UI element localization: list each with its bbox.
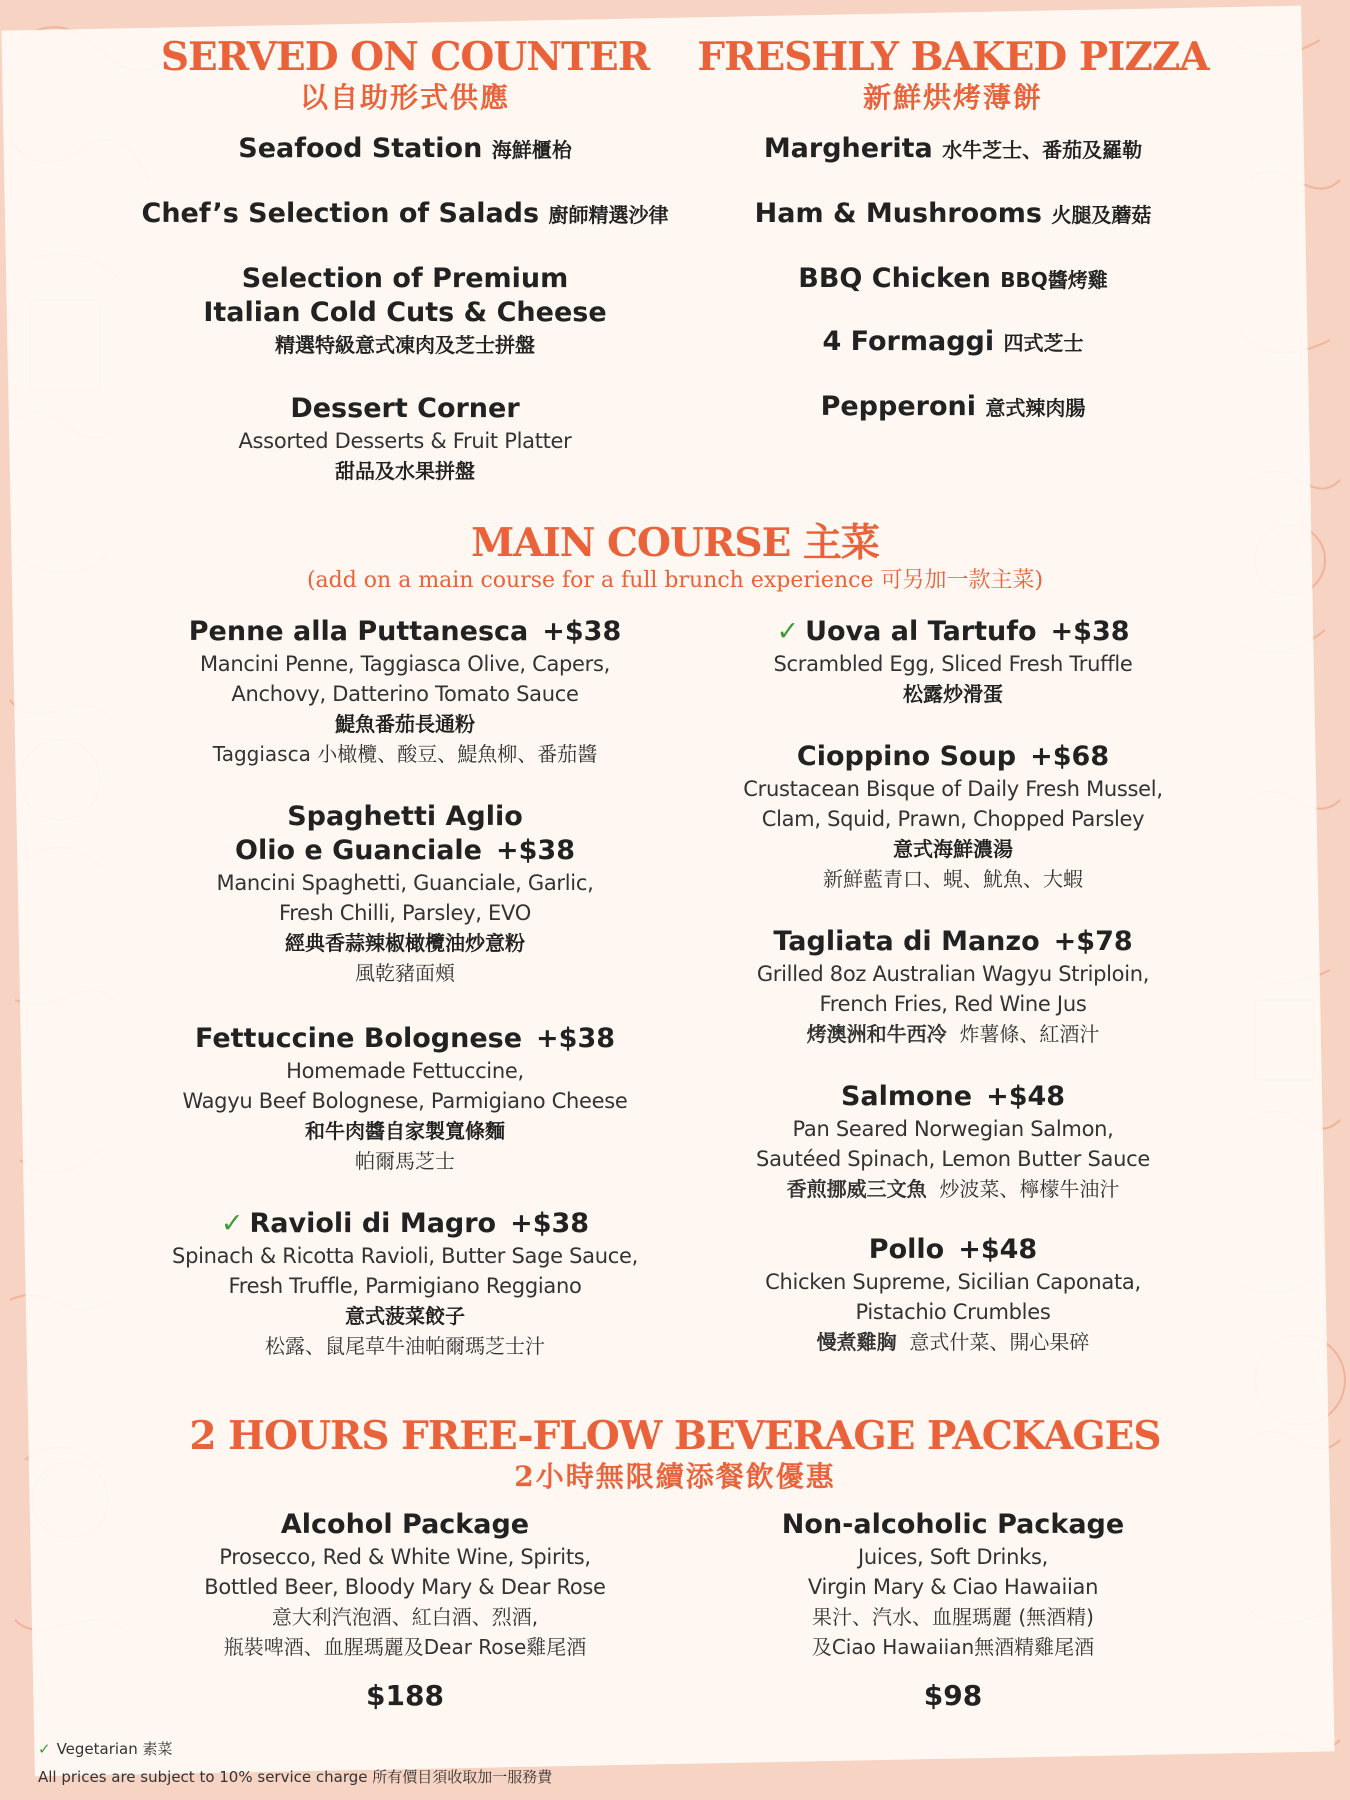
item-name: Olio e Guanciale [235,835,482,866]
item-price: +$38 [510,1208,590,1239]
pizza-section [658,34,1248,116]
non-alcohol-package [658,1508,1248,1714]
pizza-item [658,197,1248,232]
main-course-section [130,520,1220,596]
item-name-zh: 經典香蒜辣椒橄欖油炒意粉 [285,931,525,955]
item-name-zh: 海鮮櫃枱 [491,138,572,162]
item-desc: Mancini Penne, Taggiasca Olive, Capers, [199,652,611,676]
item-price: +$38 [542,616,622,647]
service-charge-note: All prices are subject to 10% service charge 所有價目須收取加一服務費 [38,1768,553,1786]
counter-section [115,34,695,116]
package-desc-zh: 及Ciao Hawaiian無酒精雞尾酒 [811,1635,1095,1659]
package-desc: Virgin Mary & Ciao Hawaiian [807,1575,1099,1599]
item-name: Spaghetti Aglio [287,801,523,832]
item-desc-zh: 炒波菜、檸檬牛油汁 [939,1177,1120,1201]
item-desc: French Fries, Red Wine Jus [819,992,1087,1016]
main-title: MAIN COURSE [471,520,791,566]
item-name-zh: 四式芝士 [1003,331,1084,355]
vegetarian-label: Vegetarian 素菜 [56,1740,173,1758]
item-name-zh: 香煎挪威三文魚 [786,1177,927,1201]
counter-title-zh: 以自助形式供應 [299,81,510,114]
main-item [658,1233,1248,1357]
package-name: Alcohol Package [280,1509,530,1540]
item-name: Ravioli di Magro [249,1208,497,1239]
item-desc-zh: Taggiasca 小橄欖、酸豆、鯷魚柳、番茄醬 [212,742,598,766]
item-desc: Wagyu Beef Bolognese, Parmigiano Cheese [182,1089,628,1113]
item-desc: Fresh Chilli, Parsley, EVO [279,901,531,925]
item-name: Fettuccine Bolognese [194,1023,523,1054]
item-desc: Fresh Truffle, Parmigiano Reggiano [228,1274,582,1298]
item-name-zh: 意式菠菜餃子 [345,1304,465,1328]
main-item [115,1207,695,1361]
item-name: 4 Formaggi [822,326,995,357]
item-name: Chef’s Selection of Salads [141,198,540,229]
item-name-zh: 精選特級意式凍肉及芝士拼盤 [275,333,535,357]
item-desc: Anchovy, Datterino Tomato Sauce [231,682,579,706]
item-price: +$38 [496,835,575,866]
item-desc: Pan Seared Norwegian Salmon, [792,1117,1114,1141]
main-item [658,1080,1248,1204]
item-desc: Scrambled Egg, Sliced Fresh Truffle [773,652,1133,676]
vegetarian-leaf-icon: ✓ [38,1740,51,1758]
package-desc-zh: 瓶裝啤酒、血腥瑪麗及Dear Rose雞尾酒 [223,1635,587,1659]
item-desc-zh: 松露、鼠尾草牛油帕爾瑪芝士汁 [265,1334,545,1358]
item-desc: Assorted Desserts & Fruit Platter [238,429,572,453]
item-name: Cioppino Soup [796,741,1017,772]
item-name-zh: 烤澳洲和牛西冷 [806,1022,947,1046]
item-name: Margherita [763,133,933,164]
item-name-zh: 廚師精選沙律 [548,203,669,227]
main-item [658,615,1248,709]
beverage-section [130,1413,1220,1495]
main-item [115,1022,695,1176]
item-name: Pollo [868,1234,945,1265]
item-name-zh: 意式海鮮濃湯 [893,837,1013,861]
pizza-item [658,390,1248,425]
item-desc: Clam, Squid, Prawn, Chopped Parsley [761,807,1145,831]
counter-item [115,132,695,167]
item-desc: Pistachio Crumbles [855,1300,1051,1324]
item-name: Uova al Tartufo [805,616,1037,647]
pizza-item [658,325,1248,360]
item-price: +$68 [1030,741,1110,772]
item-price: +$38 [1050,616,1130,647]
item-name: Ham & Mushrooms [754,198,1042,229]
item-price: +$38 [536,1023,616,1054]
package-desc: Bottled Beer, Bloody Mary & Dear Rose [204,1575,606,1599]
item-desc-zh: 炸薯條、紅酒汁 [959,1022,1100,1046]
pizza-title-zh: 新鮮烘烤薄餅 [862,81,1043,114]
item-name: Penne alla Puttanesca [188,616,529,647]
package-name: Non-alcoholic Package [781,1509,1125,1540]
alcohol-package [115,1508,695,1714]
pizza-title: FRESHLY BAKED PIZZA [697,34,1209,80]
item-name-zh: 松露炒滑蛋 [903,682,1003,706]
beverage-title-zh: 2小時無限續添餐飲優惠 [514,1460,836,1493]
main-subtitle: (add on a main course for a full brunch experience 可另加一款主菜) [306,568,1044,593]
item-desc-zh: 帕爾馬芝士 [355,1149,455,1173]
item-name-zh: 鯷魚番茄長通粉 [335,712,475,736]
item-desc: Sautéed Spinach, Lemon Butter Sauce [756,1147,1150,1171]
beverage-title: 2 HOURS FREE-FLOW BEVERAGE PACKAGES [189,1413,1161,1459]
item-desc-zh: 意式什菜、開心果碎 [909,1330,1090,1354]
item-name: Salmone [840,1081,973,1112]
item-name-zh: 火腿及蘑菇 [1051,203,1152,227]
pizza-item [658,132,1248,167]
counter-item [115,262,695,360]
item-name: Tagliata di Manzo [773,926,1040,957]
package-desc-zh: 果汁、汽水、血腥瑪麗 (無酒精) [812,1605,1094,1629]
package-price: $98 [923,1679,983,1712]
item-desc: Homemade Fettuccine, [286,1059,524,1083]
item-desc: Crustacean Bisque of Daily Fresh Mussel, [743,777,1163,801]
package-desc-zh: 意大利汽泡酒、紅白酒、烈酒, [271,1605,539,1629]
item-price: +$48 [986,1081,1066,1112]
vegetarian-legend [38,1738,173,1759]
item-desc: Spinach & Ricotta Ravioli, Butter Sage Sauce, [172,1244,638,1268]
item-price: +$48 [958,1234,1038,1265]
package-desc: Prosecco, Red & White Wine, Spirits, [219,1545,591,1569]
item-name-zh: BBQ醬烤雞 [1000,268,1108,292]
item-desc: Grilled 8oz Australian Wagyu Striploin, [756,962,1150,986]
main-item [658,740,1248,894]
item-name-zh: 意式辣肉腸 [985,396,1086,420]
pizza-item [658,262,1248,297]
item-name-zh: 慢煮雞胸 [816,1330,897,1354]
item-desc: Chicken Supreme, Sicilian Caponata, [765,1270,1141,1294]
main-title-zh: 主菜 [802,520,879,566]
item-name-zh: 水牛芝士、番茄及羅勒 [942,138,1143,162]
vegetarian-leaf-icon: ✓ [220,1208,244,1239]
item-name: Italian Cold Cuts & Cheese [203,297,607,328]
item-name: BBQ Chicken [798,263,991,294]
vegetarian-leaf-icon: ✓ [776,616,800,647]
main-item [115,800,695,988]
item-desc-zh: 風乾豬面頰 [355,961,455,985]
package-price: $188 [366,1679,444,1712]
package-desc: Juices, Soft Drinks, [858,1545,1048,1569]
item-name: Pepperoni [820,391,976,422]
counter-item [115,392,695,486]
item-price: +$78 [1053,926,1133,957]
item-name: Seafood Station [238,133,483,164]
item-name-zh: 甜品及水果拼盤 [335,459,475,483]
item-name: Dessert Corner [290,393,520,424]
item-desc: Mancini Spaghetti, Guanciale, Garlic, [216,871,594,895]
main-item [115,615,695,769]
item-desc-zh: 新鮮藍青口、蜆、魷魚、大蝦 [823,867,1083,891]
item-name: Selection of Premium [241,263,569,294]
counter-item [115,197,695,232]
item-name-zh: 和牛肉醬自家製寬條麵 [305,1119,505,1143]
main-item [658,925,1248,1049]
counter-title: SERVED ON COUNTER [160,34,650,80]
